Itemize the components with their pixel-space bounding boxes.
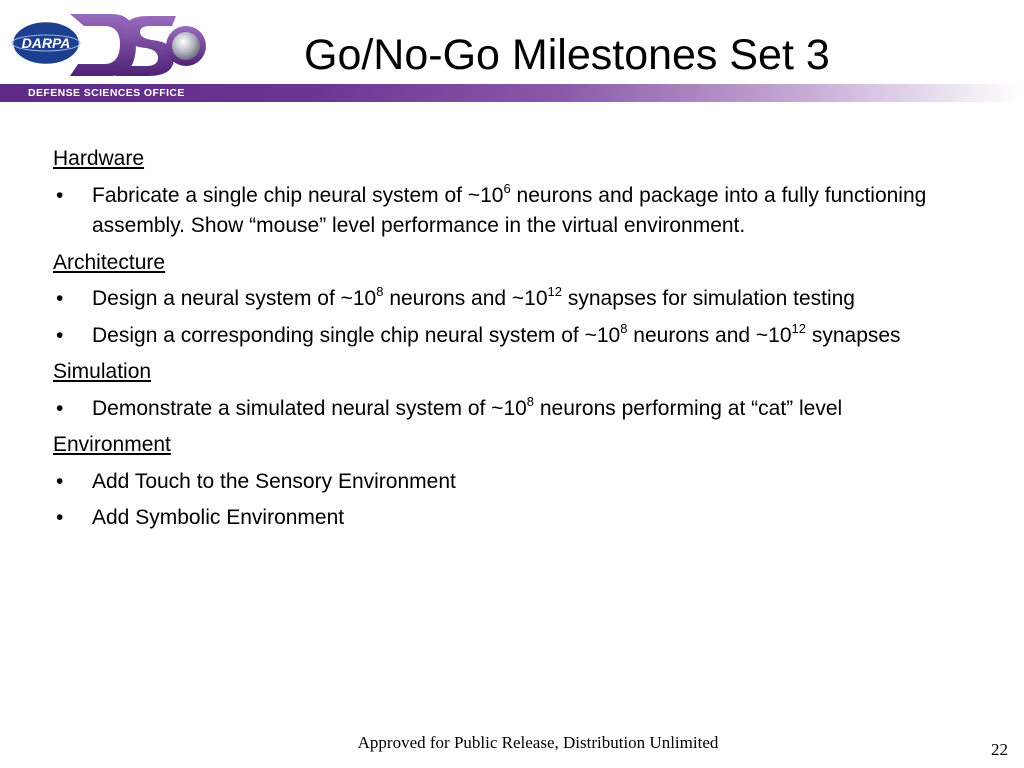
- bullet-marker: •: [56, 396, 64, 420]
- section-heading: Simulation: [53, 360, 152, 383]
- bullet-text: synapses: [806, 323, 901, 347]
- slide-title: Go/No-Go Milestones Set 3: [304, 31, 830, 79]
- bullet-marker: •: [56, 183, 64, 207]
- darpa-dso-logo-graphic: [8, 6, 208, 88]
- section-heading: Architecture: [53, 250, 166, 274]
- exponent: 12: [547, 284, 563, 299]
- exponent: 8: [620, 320, 628, 336]
- section-heading: Environment: [53, 433, 171, 456]
- banner-text: DEFENSE SCIENCES OFFICE: [28, 87, 185, 99]
- bullet-text: neurons performing at “cat” level: [534, 396, 843, 420]
- bullet-marker: •: [56, 287, 64, 310]
- bullet-text: neurons and ~10: [627, 323, 792, 347]
- bullet-item: [53, 394, 983, 425]
- darpa-logo-text: DARPA: [21, 35, 71, 51]
- page-number: 22: [991, 740, 1008, 759]
- slide-content: [53, 144, 983, 534]
- exponent: 12: [791, 320, 806, 336]
- bullet-marker: •: [56, 506, 64, 529]
- bullet-item: [53, 284, 983, 315]
- bullet-text: Add Touch to the Sensory Environment: [92, 469, 456, 493]
- exponent: 8: [376, 284, 384, 299]
- bullet-text: Fabricate a single chip neural system of ~10: [92, 183, 504, 207]
- bullet-item: [53, 503, 983, 534]
- bullet-item: [53, 321, 983, 352]
- bullet-item: [53, 467, 983, 498]
- exponent: 8: [526, 393, 535, 409]
- bullet-text: Design a corresponding single chip neural system of ~10: [92, 323, 621, 347]
- bullet-text: neurons and package into a fully functioning assembly. Show “mouse” level performance in the virtual environment.: [92, 183, 927, 237]
- release-notice: Approved for Public Release, Distribution Unlimited: [357, 733, 719, 752]
- bullet-text: synapses for simulation testing: [562, 287, 855, 310]
- exponent: 6: [503, 180, 511, 196]
- bullet-text: Add Symbolic Environment: [92, 506, 345, 529]
- bullet-text: Design a neural system of ~10: [92, 287, 377, 310]
- bullet-item: [53, 181, 983, 242]
- dso-logo: [8, 6, 208, 88]
- section-heading: Hardware: [53, 147, 145, 170]
- bullet-marker: •: [56, 323, 64, 347]
- bullet-text: Demonstrate a simulated neural system of ~10: [92, 396, 527, 420]
- bullet-text: neurons and ~10: [383, 287, 548, 310]
- bullet-marker: •: [56, 469, 64, 493]
